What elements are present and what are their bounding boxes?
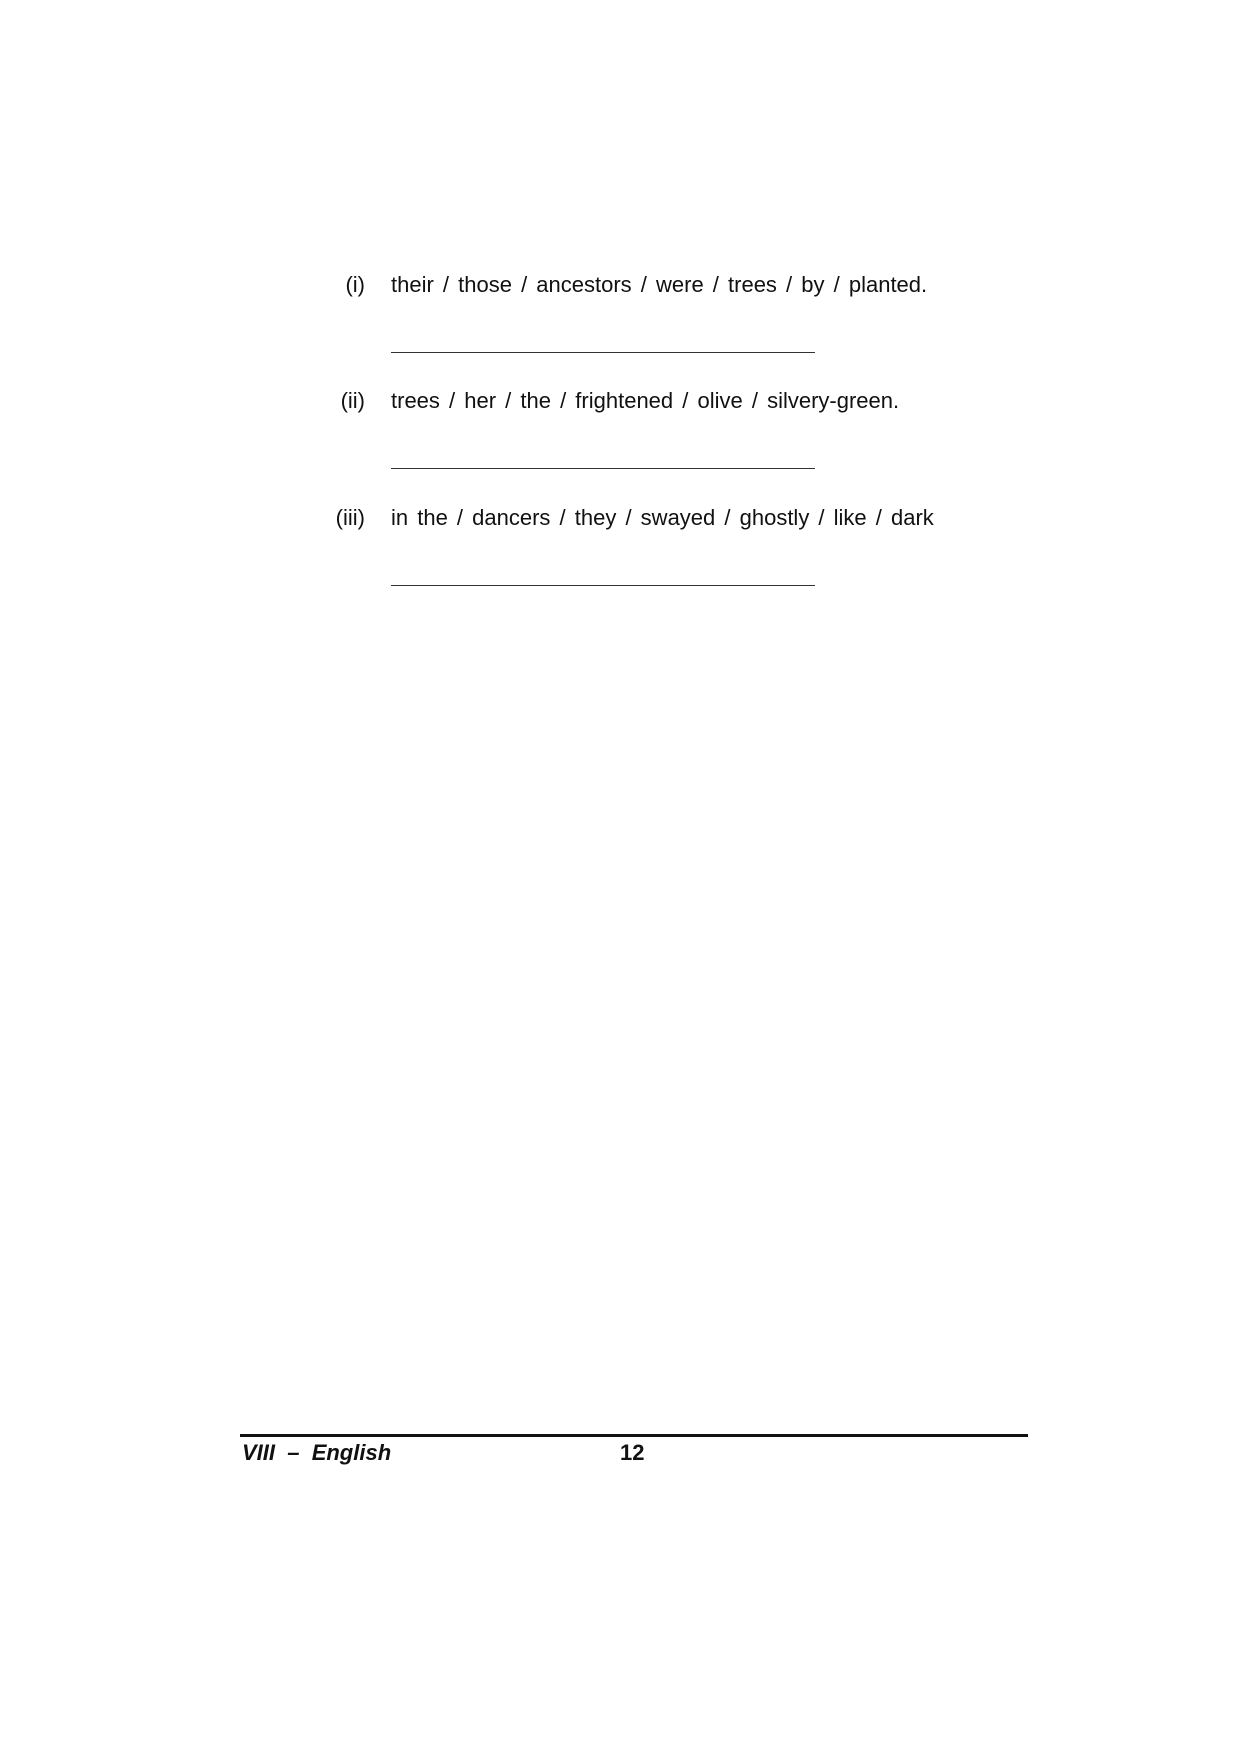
question-text: in the / dancers / they / swayed / ghostly / like / dark — [391, 505, 934, 530]
question-item-1 — [0, 270, 1241, 310]
footer-class-subject: VIII – English — [242, 1440, 392, 1465]
question-number: (i) — [345, 272, 365, 297]
question-text: trees / her / the / frightened / olive / silvery-green. — [391, 388, 900, 413]
question-number: (ii) — [340, 388, 365, 413]
answer-line[interactable] — [391, 352, 815, 353]
question-item-2 — [0, 386, 1241, 426]
footer-divider — [240, 1434, 1028, 1437]
answer-line[interactable] — [391, 468, 815, 469]
question-text: their / those / ancestors / were / trees / by / planted. — [391, 272, 928, 297]
question-number: (iii) — [335, 505, 365, 530]
question-item-3 — [0, 503, 1241, 543]
answer-line[interactable] — [391, 585, 815, 586]
page-number: 12 — [620, 1440, 645, 1465]
